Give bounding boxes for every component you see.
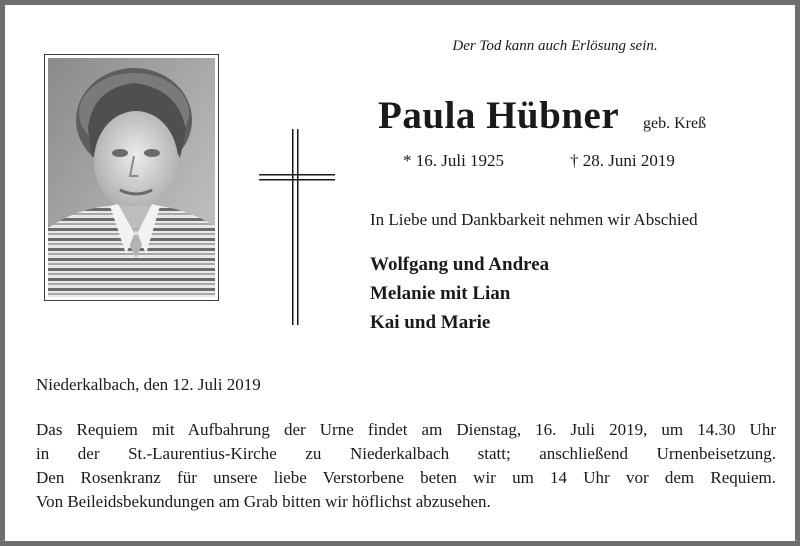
birth-date: * 16. Juli 1925 [403, 151, 505, 170]
requiem-line: Von Beileidsbekundungen am Grab bitten wir höflichst abzusehen. [36, 492, 491, 511]
requiem-info [36, 418, 776, 514]
death-date: † 28. Juni 2019 [570, 151, 675, 170]
requiem-line: in der St.-Laurentius-Kirche zu Niederkalbach statt; anschließend Urnenbeisetzung. [36, 444, 776, 463]
portrait-photo [44, 54, 219, 301]
portrait-image [48, 58, 215, 297]
mourner-name: Melanie mit Lian [370, 283, 511, 304]
farewell-text: In Liebe und Dankbarkeit nehmen wir Abschied [370, 210, 698, 229]
mourners-list [370, 250, 549, 337]
mourner-name: Wolfgang und Andrea [370, 254, 550, 275]
maiden-name: geb. Kreß [643, 115, 707, 132]
requiem-line: Den Rosenkranz für unsere liebe Verstorbene beten wir um 14 Uhr vor dem Requiem. [36, 468, 776, 487]
deceased-name: Paula Hübner [378, 94, 620, 137]
mourner-name: Kai und Marie [370, 312, 491, 333]
requiem-line: Das Requiem mit Aufbahrung der Urne findet am Dienstag, 16. Juli 2019, um 14.30 Uhr [36, 420, 776, 439]
motto: Der Tod kann auch Erlösung sein. [452, 38, 658, 54]
place-and-date: Niederkalbach, den 12. Juli 2019 [36, 375, 261, 394]
cross-icon [257, 127, 337, 327]
